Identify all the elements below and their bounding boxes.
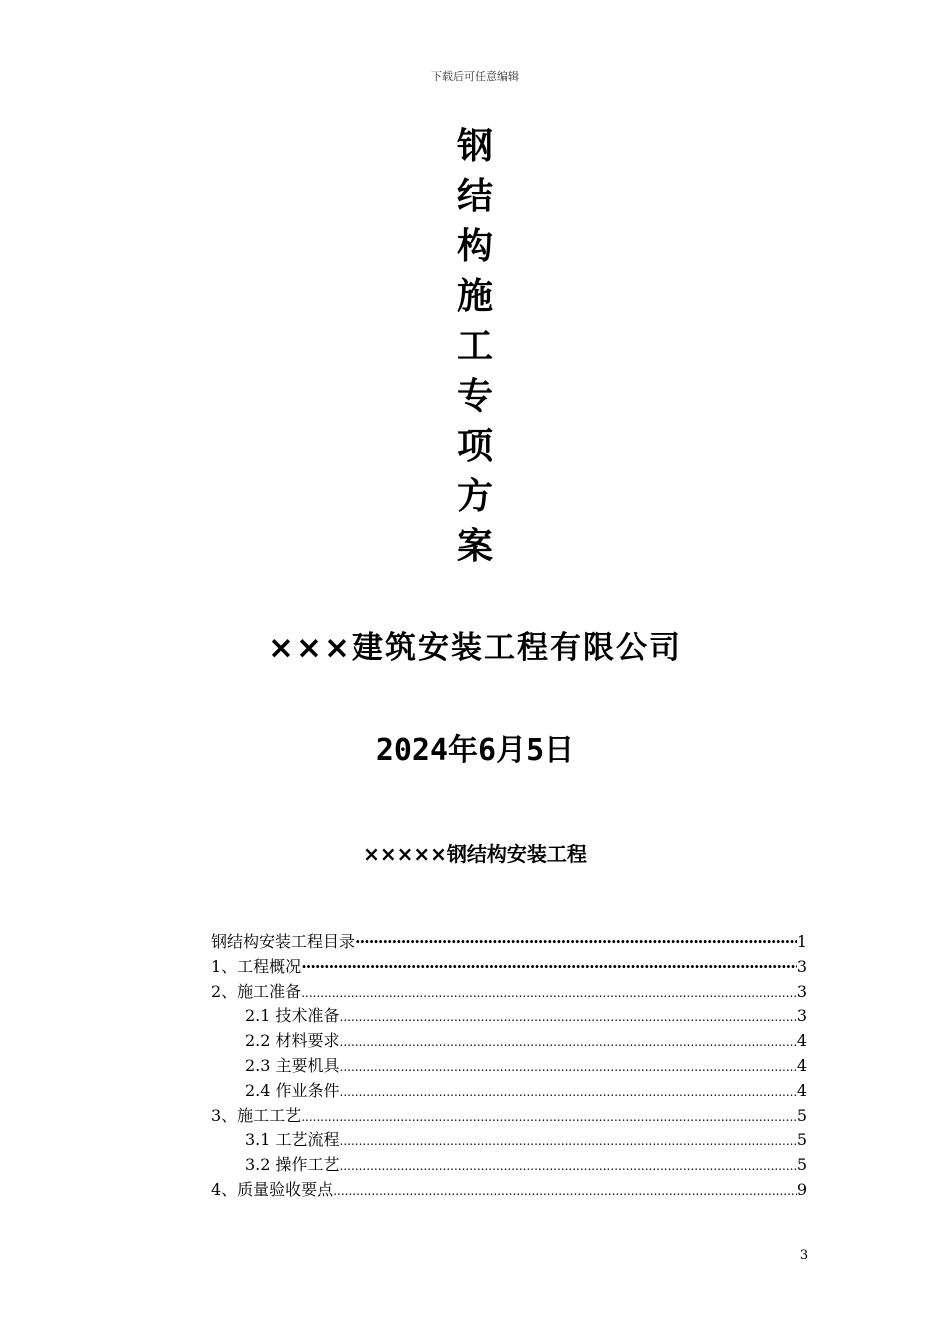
title-char: 专 (456, 376, 493, 417)
toc-entry[interactable] (211, 1153, 807, 1178)
toc-entry[interactable] (211, 1029, 807, 1054)
toc-entry-label: 4、质量验收要点 (211, 1179, 334, 1199)
toc-entry-label: 钢结构安装工程目录 (211, 932, 356, 951)
company-name: ×××建筑安装工程有限公司 (268, 630, 682, 666)
toc-entry-page: 1 (796, 932, 807, 951)
toc-dot-leader (301, 1105, 797, 1130)
table-of-contents (211, 930, 807, 1203)
toc-dot-leader (340, 1005, 797, 1030)
toc-entry-page: 4 (796, 1055, 807, 1075)
toc-dot-leader (340, 1080, 797, 1105)
toc-dot-leader (333, 1179, 797, 1204)
toc-entry-label: 2、施工准备 (211, 981, 302, 1001)
toc-entry-page: 4 (796, 1031, 807, 1051)
title-char: 结 (456, 176, 493, 217)
toc-entry[interactable] (211, 930, 807, 955)
toc-entry[interactable] (211, 1004, 807, 1029)
toc-entry-page: 5 (796, 1155, 807, 1175)
toc-entry-page: 5 (796, 1130, 807, 1150)
toc-entry-page: 3 (796, 1006, 807, 1026)
toc-dot-leader (340, 1154, 797, 1179)
toc-entry-page: 3 (796, 956, 807, 976)
toc-entry-label: 2.2 材料要求 (245, 1031, 340, 1051)
toc-dot-leader (340, 1030, 797, 1055)
document-title (0, 122, 950, 572)
toc-entry-label: 2.1 技术准备 (245, 1006, 340, 1026)
toc-entry[interactable] (211, 955, 807, 980)
toc-entry-label: 3.1 工艺流程 (245, 1130, 340, 1150)
title-char: 工 (456, 326, 493, 367)
document-date: 2024年6月5日 (375, 733, 575, 768)
header-note: 下载后可任意编辑 (431, 70, 519, 83)
toc-entry[interactable] (211, 1128, 807, 1153)
toc-entry-label: 3.2 操作工艺 (245, 1155, 340, 1175)
toc-entry-page: 9 (796, 1179, 807, 1199)
title-char: 方 (456, 476, 493, 517)
toc-entry[interactable] (211, 980, 807, 1005)
title-char: 项 (456, 426, 493, 467)
toc-entry[interactable] (211, 1178, 807, 1203)
toc-entry-label: 2.4 作业条件 (245, 1080, 340, 1100)
toc-entry-page: 3 (796, 981, 807, 1001)
title-char: 案 (456, 526, 493, 567)
toc-dot-leader (340, 1055, 797, 1080)
toc-entry-page: 5 (796, 1105, 807, 1125)
toc-entry[interactable] (211, 1079, 807, 1104)
toc-entry-label: 1、工程概况 (211, 956, 302, 976)
title-char: 钢 (456, 126, 493, 167)
toc-entry-label: 2.3 主要机具 (245, 1055, 340, 1075)
toc-entry[interactable] (211, 1054, 807, 1079)
toc-dot-leader (301, 955, 797, 980)
project-title: ×××××钢结构安装工程 (363, 842, 587, 866)
toc-dot-leader (340, 1129, 797, 1154)
title-char: 施 (456, 276, 493, 317)
toc-dot-leader (355, 930, 797, 955)
title-char: 构 (456, 226, 493, 267)
page-number: 3 (799, 1248, 809, 1263)
toc-entry[interactable] (211, 1104, 807, 1129)
toc-dot-leader (301, 981, 797, 1006)
toc-entry-page: 4 (796, 1080, 807, 1100)
toc-entry-label: 3、施工工艺 (211, 1105, 302, 1125)
